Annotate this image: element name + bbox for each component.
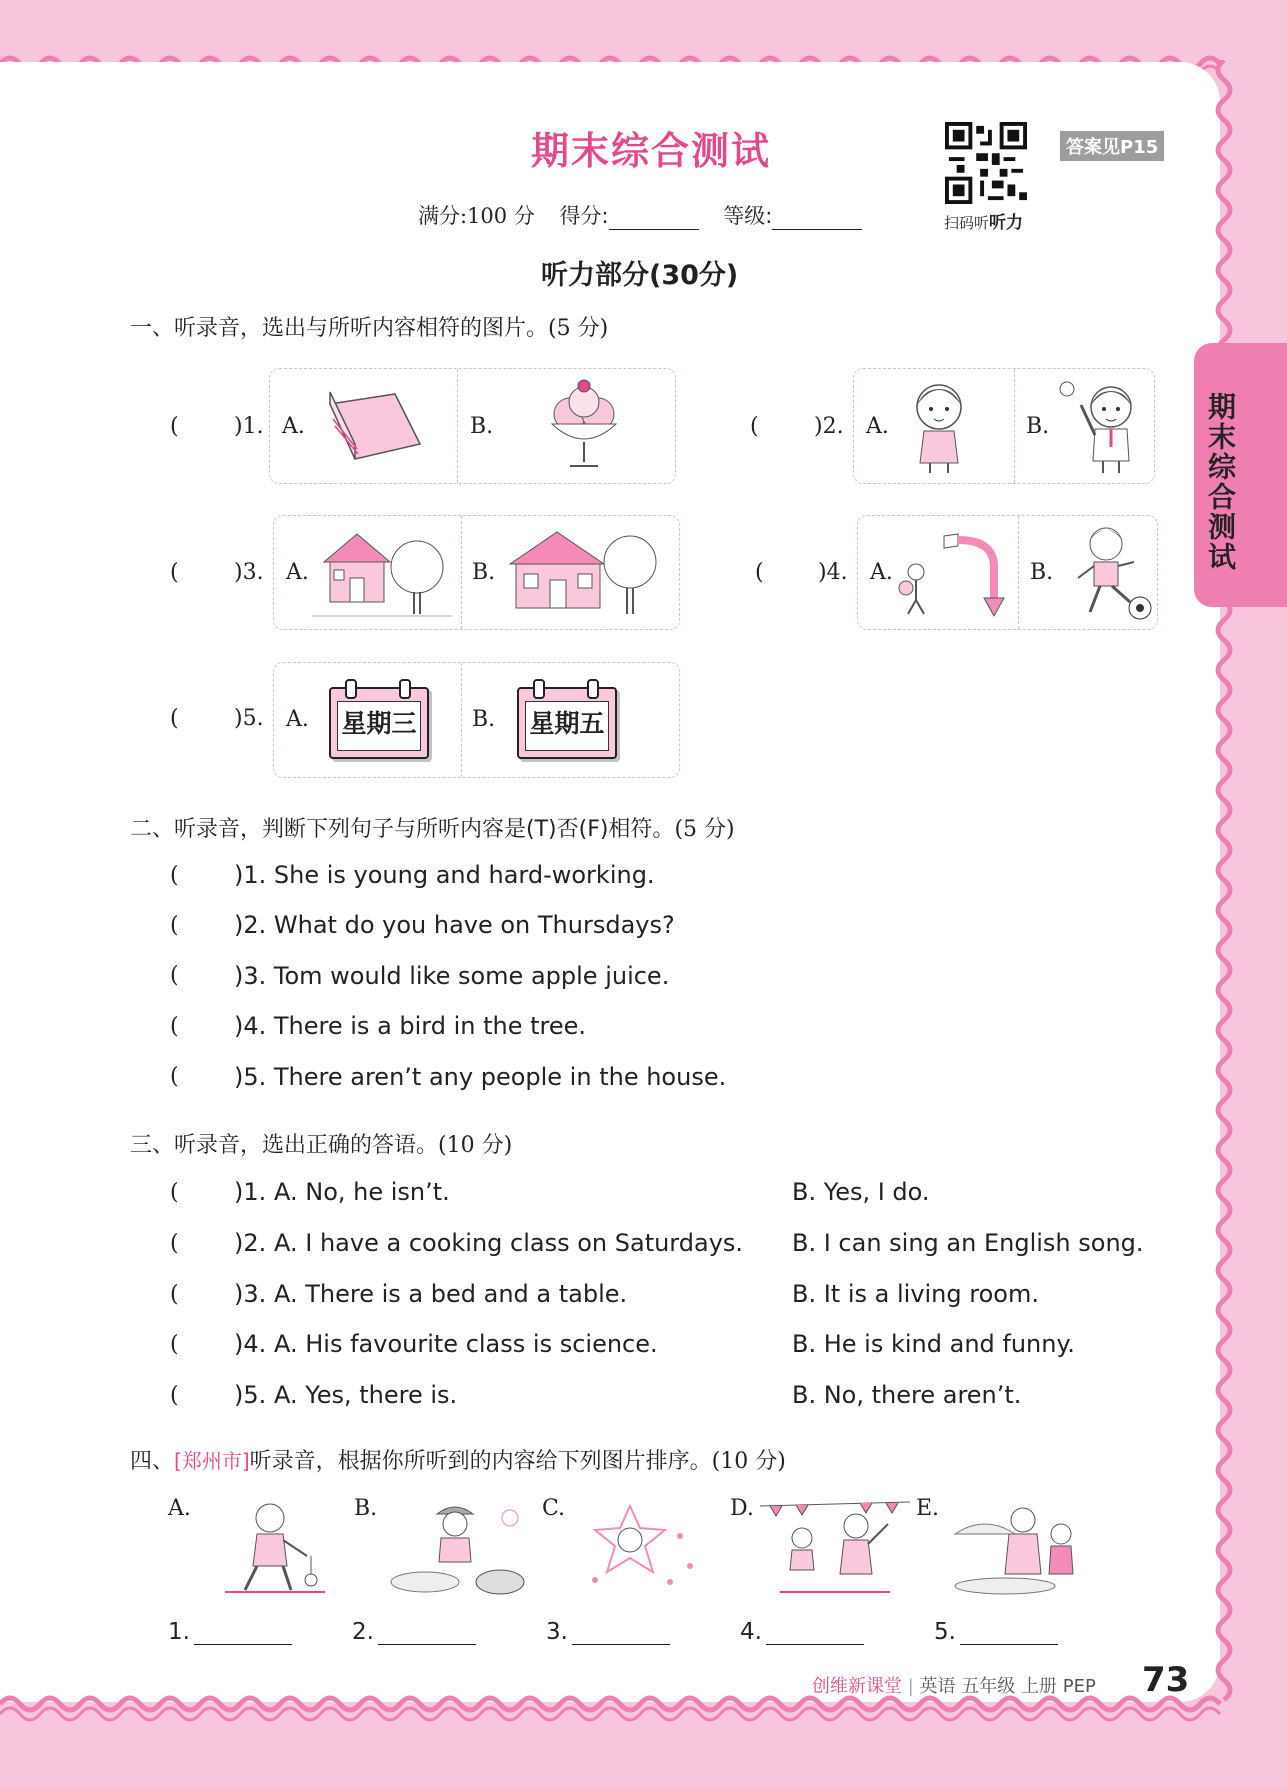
side-tab-label: 期末综合测试 (1204, 392, 1237, 572)
answer-paren[interactable]: ( (170, 1282, 179, 1307)
big-house-icon[interactable] (502, 522, 662, 622)
calendar-icon[interactable] (329, 687, 429, 759)
statement: )5. There aren’t any people in the house. (234, 1063, 727, 1091)
sandwich-icon[interactable] (325, 384, 425, 464)
picture-choice-box (857, 515, 1158, 630)
grade-label: 等级: (723, 204, 862, 228)
answer-reference-badge: 答案见P15 (1060, 131, 1164, 161)
answer-paren[interactable]: ( (170, 1231, 179, 1256)
choice-a: A. No, he isn’t. (274, 1178, 450, 1206)
qr-code-icon[interactable] (945, 122, 1027, 204)
clever-girl-icon[interactable] (1059, 375, 1149, 475)
section3-heading: 三、听录音，选出正确的答语。(10 分) (130, 1133, 513, 1158)
choice-a: A. There is a bed and a table. (274, 1280, 628, 1308)
page-title: 期末综合测试 (531, 129, 772, 173)
statement: )1. She is young and hard-working. (234, 861, 655, 889)
dancing-grandpa-kids-icon[interactable] (760, 1494, 910, 1598)
small-house-icon[interactable] (312, 522, 452, 622)
answer-paren[interactable]: ( (170, 913, 179, 938)
score-label: 得分: (560, 204, 699, 228)
grandpa-yoyo-icon[interactable] (195, 1496, 345, 1596)
section1-heading: 一、听录音，选出与所听内容相符的图片。(5 分) (130, 316, 609, 341)
score-line (418, 200, 880, 230)
item-number: )1. (234, 414, 264, 439)
item-number: )4. (818, 560, 848, 585)
grade-blank[interactable] (772, 211, 862, 230)
choice-b: B. It is a living room. (792, 1280, 1039, 1308)
qr-caption: 扫码听听力 (944, 213, 1024, 233)
answer-paren[interactable]: ( (170, 1332, 179, 1357)
sequence-blank[interactable]: 2. (352, 1619, 476, 1645)
answer-paren[interactable]: ( (170, 1014, 179, 1039)
choice-a: A. I have a cooking class on Saturdays. (274, 1229, 744, 1257)
football-icon[interactable] (1058, 522, 1153, 622)
city-tag: [郑州市] (174, 1449, 250, 1473)
picture-label: E. (916, 1496, 940, 1521)
grandpa-garden-icon[interactable] (385, 1496, 535, 1596)
calendar-day: 星期三 (337, 701, 421, 751)
picture-choice-box (269, 368, 676, 484)
section2-heading: 二、听录音，判断下列句子与所听内容是(T)否(F)相符。(5 分) (130, 817, 735, 842)
choice-a: A. His favourite class is science. (274, 1330, 658, 1358)
wavy-border-right (1210, 60, 1246, 1710)
star-grandpa-icon[interactable] (575, 1496, 715, 1596)
section4-heading: 四、[郑州市]听录音，根据你所听到的内容给下列图片排序。(10 分) (130, 1449, 786, 1474)
answer-paren[interactable]: ( (170, 1180, 179, 1205)
option-a-label: A. (866, 414, 889, 439)
option-b-label: B. (472, 707, 496, 732)
footer: 创维新课堂 | 英语 五年级 上册 PEP (812, 1676, 1096, 1697)
shy-girl-icon[interactable] (894, 375, 984, 475)
footer-info: 英语 五年级 上册 PEP (919, 1676, 1096, 1697)
part-title: 听力部分(30分) (541, 260, 739, 291)
answer-paren[interactable]: ( (170, 706, 179, 731)
answer-paren[interactable]: ( (170, 560, 179, 585)
picture-choice-box (273, 662, 680, 778)
statement: )2. What do you have on Thursdays? (234, 911, 675, 939)
option-a-label: A. (282, 414, 305, 439)
choice-b: B. Yes, I do. (792, 1178, 930, 1206)
item-number: )5. (234, 1381, 267, 1409)
option-b-label: B. (1026, 414, 1050, 439)
item-number: )3. (234, 560, 264, 585)
full-score: 满分:100 分 (418, 204, 535, 228)
page-number: 73 (1142, 1660, 1190, 1700)
picture-label: D. (730, 1496, 754, 1521)
basketball-icon[interactable] (896, 520, 1011, 624)
calendar-day: 星期五 (525, 701, 609, 751)
option-b-label: B. (470, 414, 494, 439)
answer-paren[interactable]: ( (750, 414, 759, 439)
calendar-icon[interactable] (517, 687, 617, 759)
option-a-label: A. (870, 560, 893, 585)
sequence-blank[interactable]: 1. (168, 1619, 292, 1645)
answer-paren[interactable]: ( (755, 560, 764, 585)
answer-paren[interactable]: ( (170, 963, 179, 988)
item-number: )4. (234, 1330, 267, 1358)
option-a-label: A. (286, 560, 309, 585)
item-number: )1. (234, 1178, 267, 1206)
statement: )4. There is a bird in the tree. (234, 1012, 587, 1040)
ice-cream-icon[interactable] (540, 374, 630, 474)
choice-b: B. He is kind and funny. (792, 1330, 1075, 1358)
item-number: )5. (234, 706, 264, 731)
option-b-label: B. (472, 560, 496, 585)
picture-choice-box (853, 368, 1155, 484)
choice-b: B. No, there aren’t. (792, 1381, 1022, 1409)
choice-b: B. I can sing an English song. (792, 1229, 1144, 1257)
sequence-blank[interactable]: 5. (934, 1619, 1058, 1645)
sequence-blank[interactable]: 3. (546, 1619, 670, 1645)
picnic-family-icon[interactable] (945, 1494, 1095, 1598)
answer-paren[interactable]: ( (170, 414, 179, 439)
item-number: )2. (814, 414, 844, 439)
footer-brand: 创维新课堂 (812, 1676, 902, 1697)
sequence-blank[interactable]: 4. (740, 1619, 864, 1645)
score-blank[interactable] (609, 211, 699, 230)
choice-a: A. Yes, there is. (274, 1381, 458, 1409)
picture-choice-box (273, 515, 680, 630)
option-a-label: A. (286, 707, 309, 732)
item-number: )3. (234, 1280, 267, 1308)
answer-paren[interactable]: ( (170, 863, 179, 888)
item-number: )2. (234, 1229, 267, 1257)
picture-label: B. (354, 1496, 378, 1521)
picture-label: A. (168, 1496, 191, 1521)
picture-label: C. (542, 1496, 566, 1521)
answer-paren[interactable]: ( (170, 1383, 179, 1408)
statement: )3. Tom would like some apple juice. (234, 962, 670, 990)
answer-paren[interactable]: ( (170, 1064, 179, 1089)
option-b-label: B. (1030, 560, 1054, 585)
